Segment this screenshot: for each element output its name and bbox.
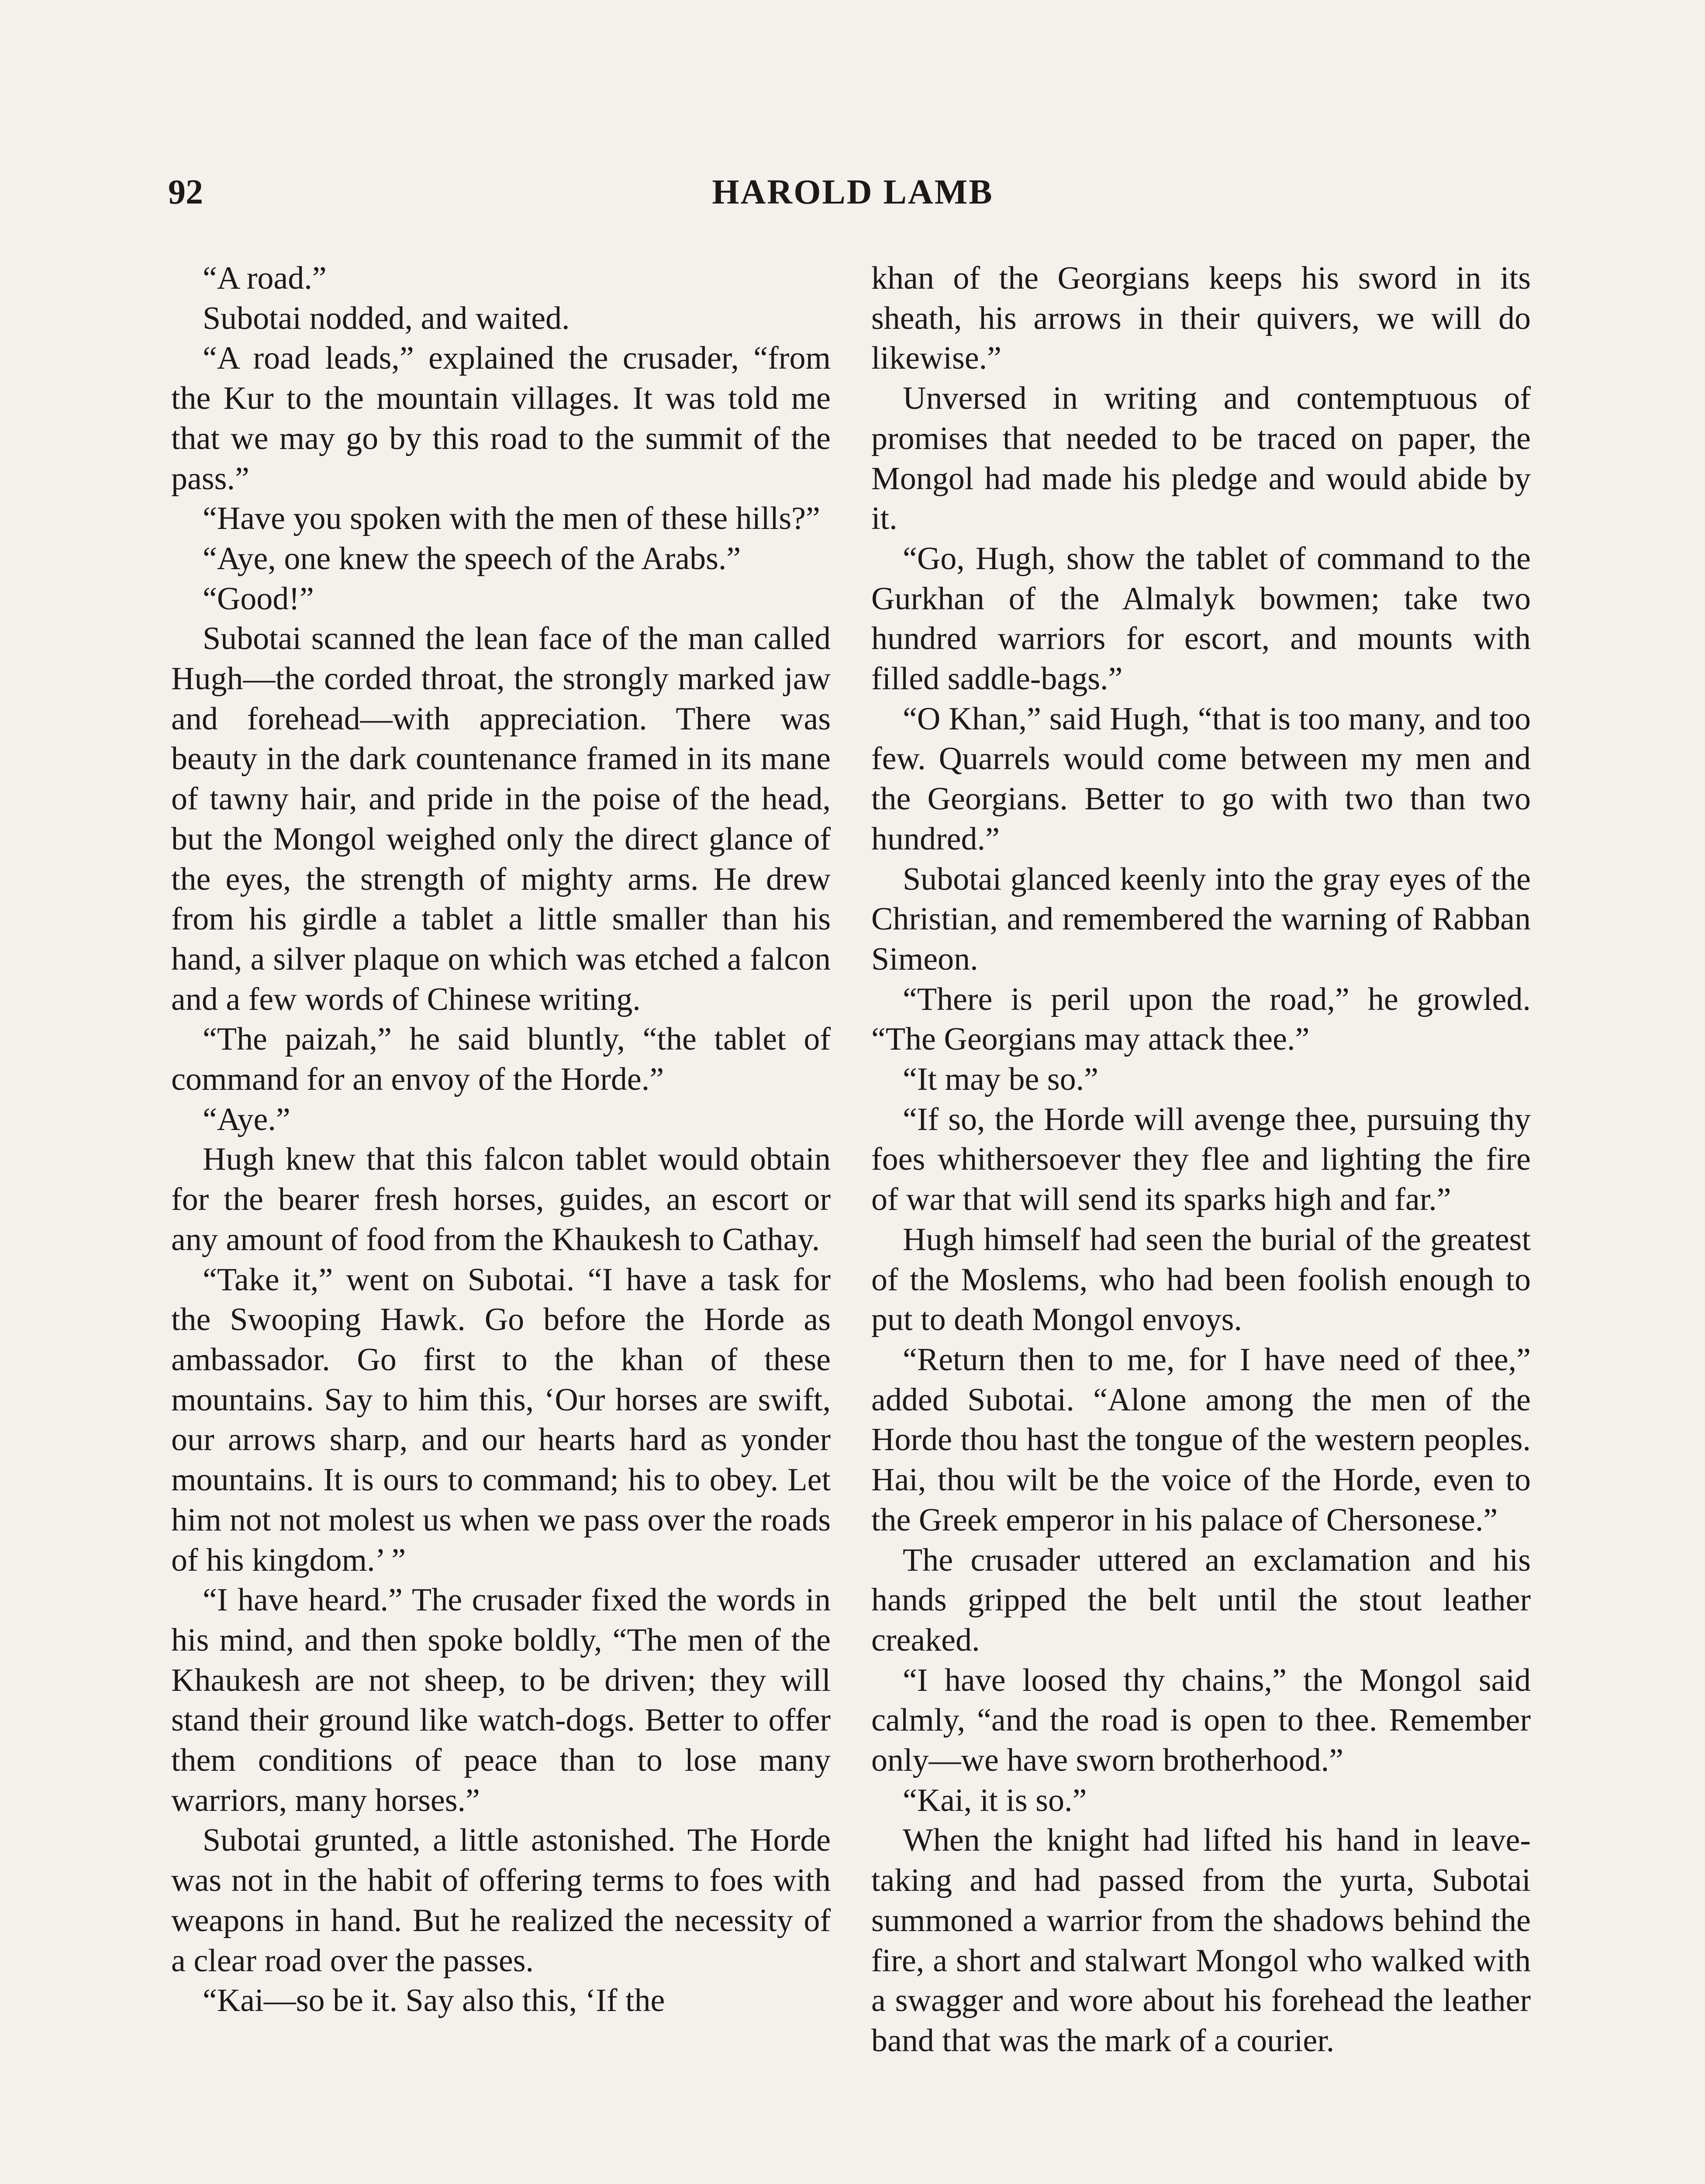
- page-number: 92: [168, 173, 203, 211]
- paragraph: Subotai nodded, and waited.: [203, 300, 570, 336]
- paragraph: Hugh knew that this falcon tablet would obtain for the bearer fresh horses, guides, an escort or any amount of food from the Khaukesh to Cathay.: [171, 1141, 831, 1258]
- paragraph: “Aye.”: [203, 1101, 290, 1137]
- paragraph: “The paizah,” he said bluntly, “the tablet of command for an envoy of the Horde.”: [171, 1021, 831, 1098]
- paragraph: “There is peril upon the road,” he growled. “The Georgians may attack thee.”: [871, 981, 1531, 1057]
- page-header: [168, 173, 1537, 221]
- paragraph: “Go, Hugh, show the tablet of command to the Gurkhan of the Almalyk bowmen; take two hundred warriors for escort, and mounts with filled saddle-bags.”: [871, 540, 1531, 697]
- paragraph: The crusader uttered an exclamation and his hands gripped the belt until the stout leather creaked.: [871, 1542, 1531, 1658]
- paragraph: “I have heard.” The crusader fixed the words in his mind, and then spoke boldly, “The men of the Khaukesh are not sheep, to be driven; they will stand their ground like watch-dogs. Better to offer them conditions of peace than to lose many warriors, many horses.”: [171, 1582, 831, 1818]
- paragraph: “Kai—so be it. Say also this, ‘If the: [203, 1983, 665, 2019]
- paragraph: Subotai grunted, a little astonished. The Horde was not in the habit of offering terms to foes with weapons in hand. But he realized the necessity of a clear road over the passes.: [171, 1822, 831, 1979]
- paragraph: “Kai, it is so.”: [903, 1782, 1087, 1818]
- paragraph: Hugh himself had seen the burial of the greatest of the Moslems, who had been foolish enough to put to death Mongol envoys.: [871, 1221, 1531, 1338]
- running-head: HAROLD LAMB: [712, 173, 994, 211]
- right-column: [871, 259, 1531, 2061]
- paragraph: “Aye, one knew the speech of the Arabs.”: [203, 540, 741, 577]
- paragraph: “I have loosed thy chains,” the Mongol said calmly, “and the road is open to thee. Remember only—we have sworn brotherhood.”: [871, 1662, 1531, 1779]
- paragraph: “If so, the Horde will avenge thee, pursuing thy foes whithersoever they flee and lighting the fire of war that will send its sparks high and far.”: [871, 1101, 1531, 1218]
- paragraph: “It may be so.”: [903, 1061, 1098, 1098]
- paragraph: “Take it,” went on Subotai. “I have a task for the Swooping Hawk. Go before the Horde as ambassador. Go first to the khan of these mountains. Say to him this, ‘Our horses are swift, our arrows sharp, and our hearts hard as yonder mountains. It is ours to command; his to obey. Let him not not molest us when we pass over the roads of his kingdom.’ ”: [171, 1261, 831, 1578]
- left-column: [171, 259, 831, 2021]
- paragraph: “Return then to me, for I have need of thee,” added Subotai. “Alone among the men of the Horde thou hast the tongue of the western peoples. Hai, thou wilt be the voice of the Horde, even to the Greek emperor in his palace of Chersonese.”: [871, 1341, 1531, 1538]
- paragraph: “Good!”: [203, 581, 314, 617]
- paragraph: When the knight had lifted his hand in leave-taking and had passed from the yurta, Subotai summoned a warrior from the shadows behind the fire, a short and stalwart Mongol who walked with a swagger and wore about his forehead the leather band that was the mark of a courier.: [871, 1822, 1531, 2059]
- paragraph: Subotai scanned the lean face of the man called Hugh—the corded throat, the strongly marked jaw and forehead—with appreciation. There was beauty in the dark countenance framed in its mane of tawny hair, and pride in the poise of the head, but the Mongol weighed only the direct glance of the eyes, the strength of mighty arms. He drew from his girdle a tablet a little smaller than his hand, a silver plaque on which was etched a falcon and a few words of Chinese writing.: [171, 621, 831, 1017]
- paragraph: Unversed in writing and contemptuous of promises that needed to be traced on paper, the Mongol had made his pledge and would abide by it.: [871, 380, 1531, 537]
- paragraph: Subotai glanced keenly into the gray eyes of the Christian, and remembered the warning of Rabban Simeon.: [871, 861, 1531, 977]
- paragraph: “O Khan,” said Hugh, “that is too many, and too few. Quarrels would come between my men and the Georgians. Better to go with two than two hundred.”: [871, 701, 1531, 857]
- paragraph: “Have you spoken with the men of these hills?”: [203, 501, 820, 537]
- paragraph: “A road.”: [203, 260, 327, 296]
- paragraph-continuation: khan of the Georgians keeps his sword in its sheath, his arrows in their quivers, we will do likewise.”: [871, 260, 1531, 377]
- paragraph: “A road leads,” explained the crusader, “from the Kur to the mountain villages. It was told me that we may go by this road to the summit of the pass.”: [171, 340, 831, 497]
